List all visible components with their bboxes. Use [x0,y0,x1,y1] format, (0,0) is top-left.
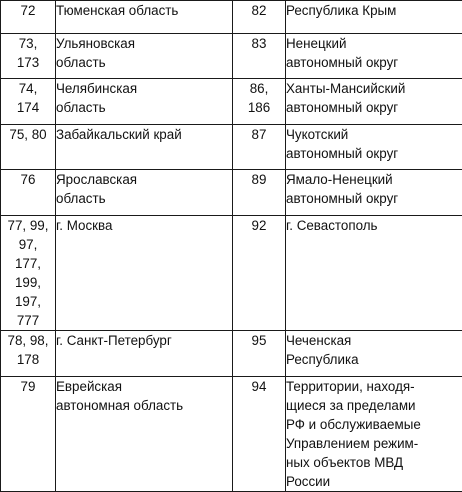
region-name: Ненецкий автономный округ [286,36,398,70]
region-name-cell [286,170,462,216]
table-row [1,1,462,34]
region-name: Тюменская область [56,3,178,18]
table-row [1,34,462,79]
region-code-cell [233,79,286,125]
region-code-cell [1,216,56,331]
region-name: г. Севастополь [286,218,378,233]
region-code-cell [1,1,56,34]
region-name-cell [286,125,462,170]
region-code-cell [233,216,286,331]
region-code-cell [1,377,56,492]
region-code-cell [233,1,286,34]
region-code: 76 [21,172,36,187]
region-name-cell [56,331,233,377]
region-code: 74, 174 [17,81,39,115]
region-code: 92 [252,218,267,233]
region-code: 87 [252,127,267,142]
table-row [1,79,462,125]
region-code: 75, 80 [9,127,46,142]
region-name-cell [286,1,462,34]
table-row [1,377,462,492]
region-code-cell [1,79,56,125]
table-row [1,216,462,331]
region-name-cell [56,170,233,216]
region-code: 89 [252,172,267,187]
table-row [1,331,462,377]
region-name: Чеченская Республика [286,333,359,367]
region-name: Территории, находя- щиеся за пределами РФ и обслуживаемые Управлением режим- ных объектов МВД России [286,379,421,489]
region-name-cell [286,34,462,79]
region-name: Еврейская автономная область [56,379,183,413]
region-code: 95 [252,333,267,348]
region-name-cell [286,331,462,377]
region-code-cell [233,170,286,216]
region-name: г. Москва [56,218,112,233]
region-name: Ямало-Ненецкий автономный округ [286,172,398,206]
table-row [1,170,462,216]
region-name: г. Санкт-Петербург [56,333,172,348]
region-name: Чукотский автономный округ [286,127,398,161]
region-code: 78, 98, 178 [8,333,49,367]
region-name: Челябинская область [56,81,137,115]
region-name-cell [286,377,462,492]
region-code: 82 [252,3,267,18]
region-name: Республика Крым [286,3,396,18]
table-row [1,125,462,170]
region-name-cell [286,79,462,125]
region-name: Ханты-Мансийский автономный округ [286,81,405,115]
region-code-cell [233,125,286,170]
region-name-cell [56,377,233,492]
region-name-cell [286,216,462,331]
region-code: 94 [252,379,267,394]
region-name-cell [56,1,233,34]
region-name: Забайкальский край [56,127,182,142]
region-code: 73, 173 [17,36,39,70]
region-code-cell [1,331,56,377]
region-code-cell [233,331,286,377]
region-code: 83 [252,36,267,51]
region-code: 72 [21,3,36,18]
region-code-cell [1,34,56,79]
region-name: Ульяновская область [56,36,135,70]
region-code: 86, 186 [248,81,270,115]
region-code-cell [1,170,56,216]
region-code: 77, 99, 97, 177, 199, 197, 777 [8,218,49,328]
region-name: Ярославская область [56,172,137,206]
region-code: 79 [21,379,36,394]
region-name-cell [56,34,233,79]
region-code-cell [233,377,286,492]
region-name-cell [56,79,233,125]
region-code-cell [1,125,56,170]
region-name-cell [56,216,233,331]
region-name-cell [56,125,233,170]
region-code-cell [233,34,286,79]
